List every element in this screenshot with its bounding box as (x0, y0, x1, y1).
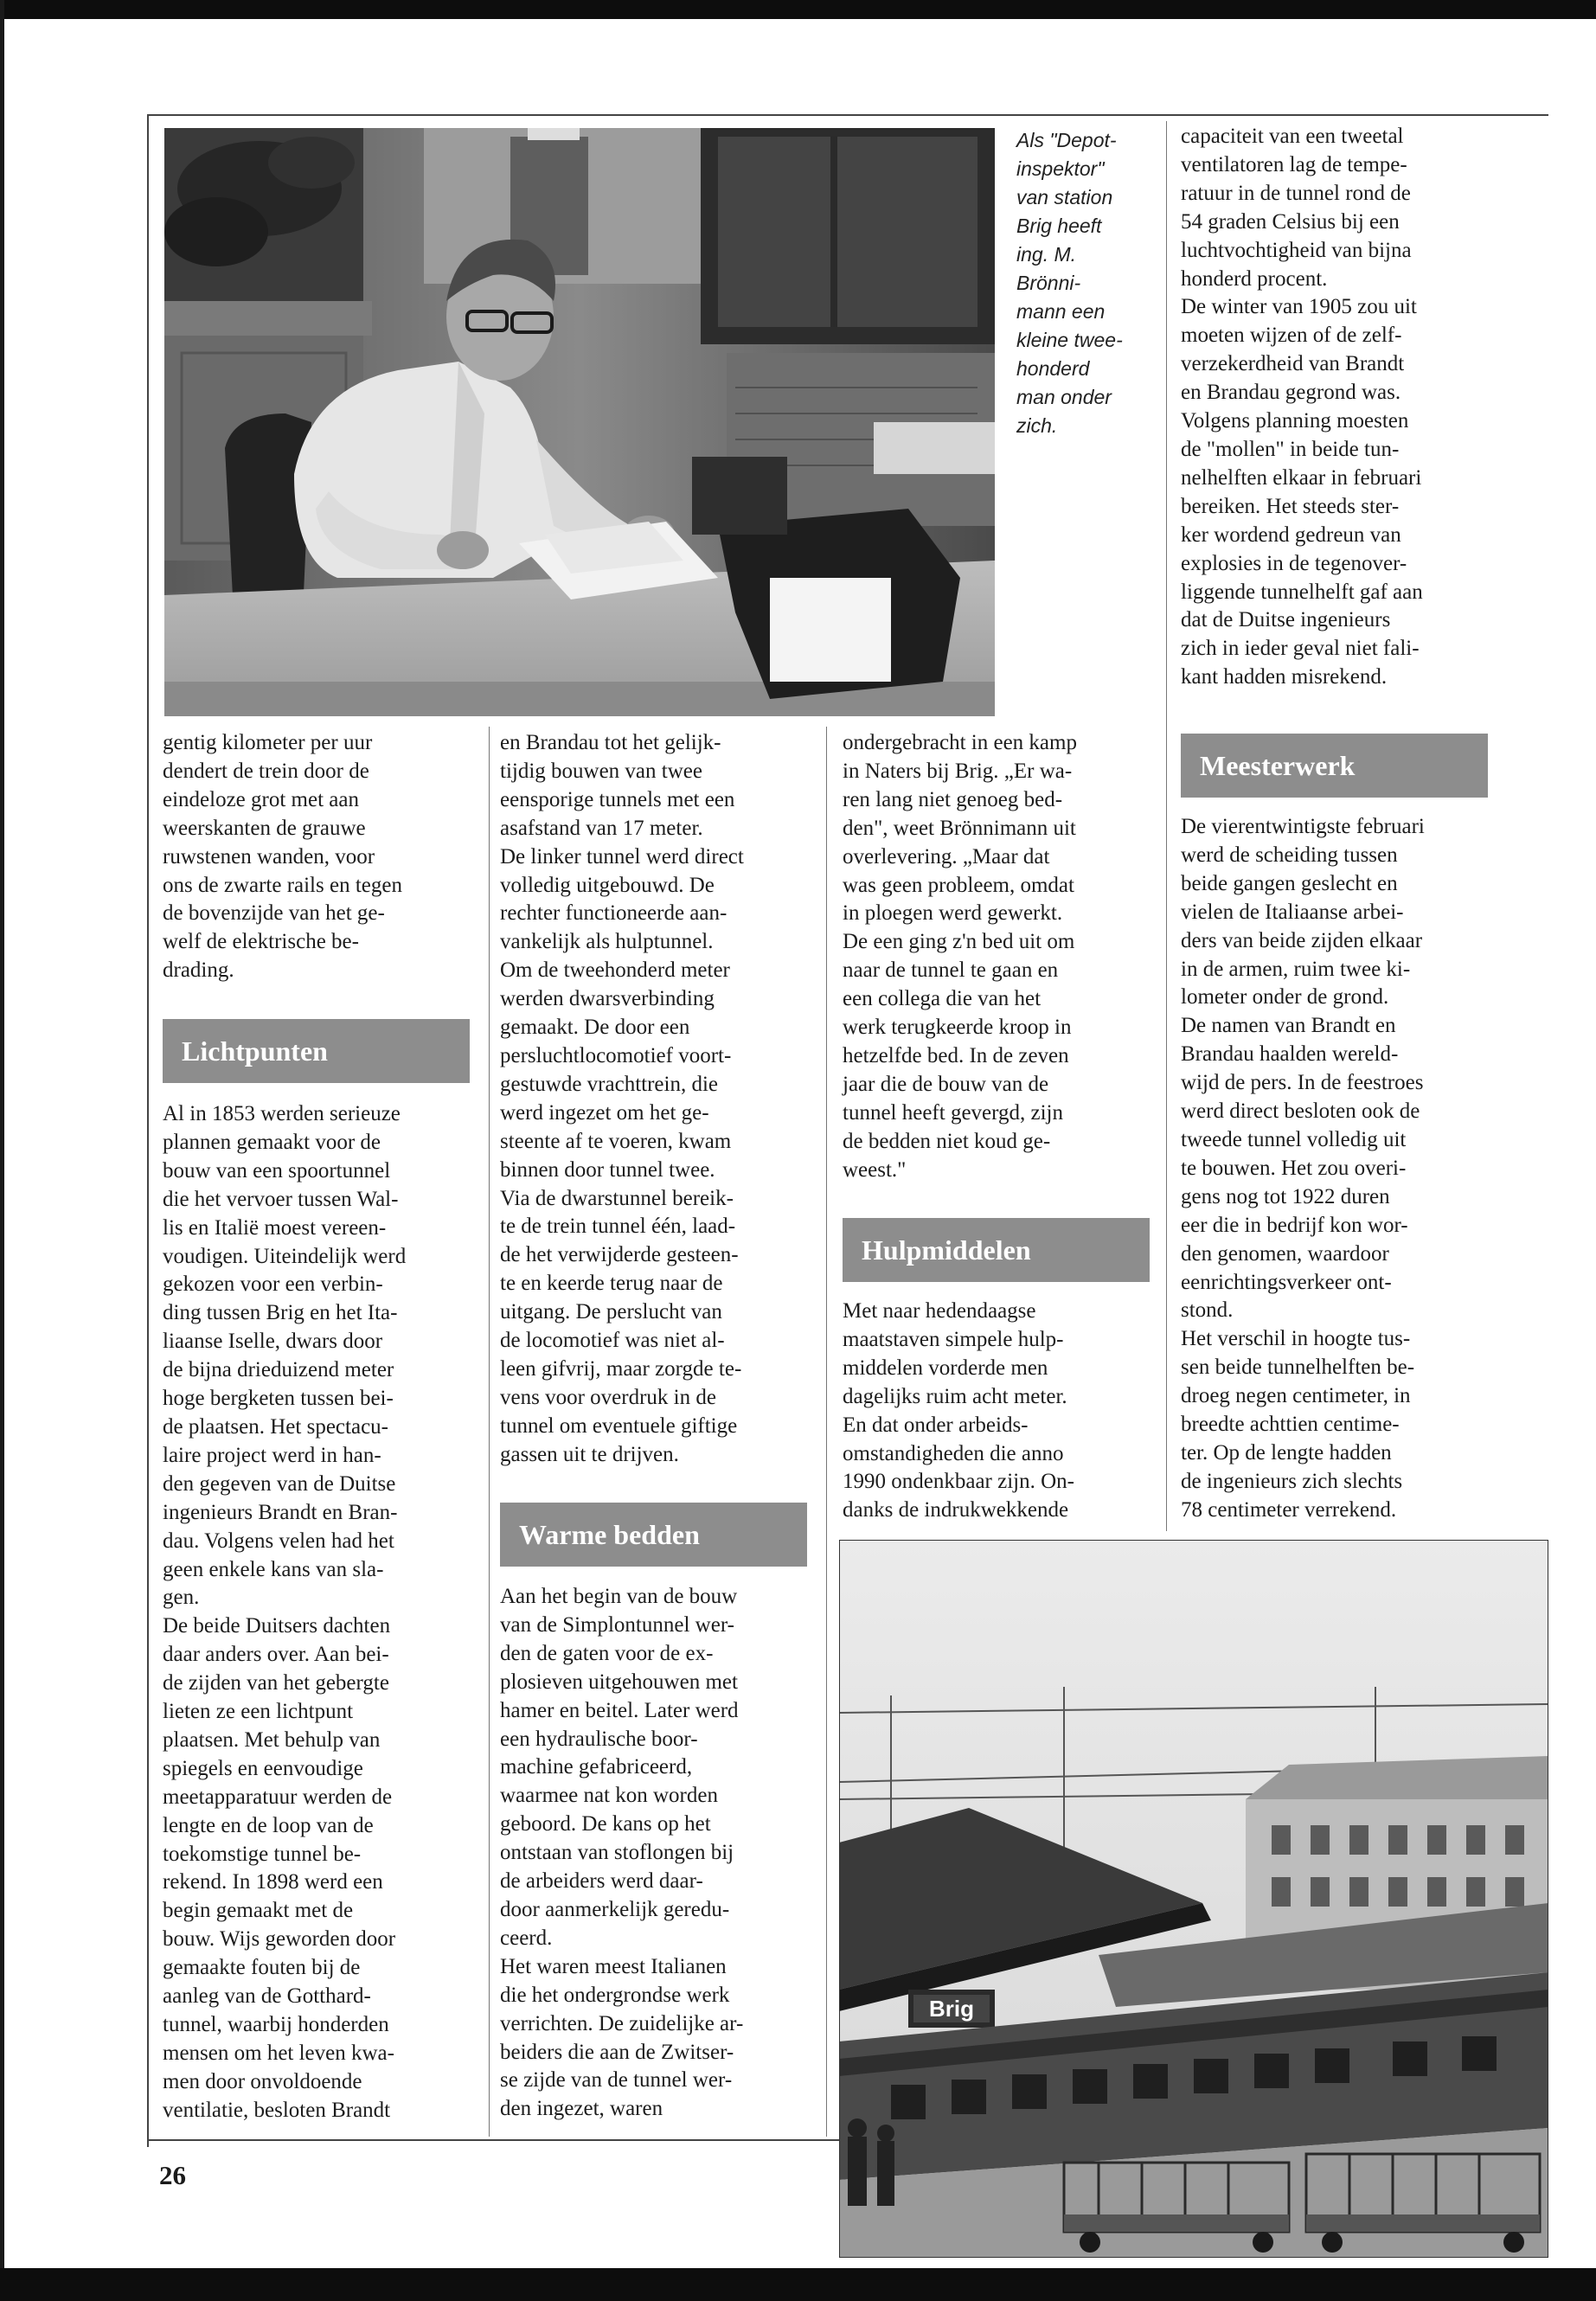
column1-body-text: Al in 1853 werden serieuze plannen gemaakt voor de bouw van een spoortunnel die het vervoer tussen Wal- lis en Italië moest vereen- voudigen. Uiteindelijk werd gekozen voor een verbin- ding tussen Brig en het Ita- liaanse Iselle, dwars door de bijna drieduizend meter hoge bergketen tussen bei- de plaatsen. Het spectacu- laire project werd in han- den gegeven van de Duitse ingenieurs Brandt en Bran- dau. Volgens velen had het geen enkele kans van sla- gen. De beide Duitsers dachten daar anders over. Aan bei- de zijden van het gebergte lieten ze een lichtpunt plaatsen. Met behulp van spiegels en eenvoudige meetapparatuur werden de lengte en de loop van de toekomstige tunnel be- rekend. In 1898 werd een begin gemaakt met de bouw. Wijs geworden door gemaakte fouten bij de aanleg van de Gotthard- tunnel, waarbij honderden mensen om het leven kwa- men door onvoldoende ventilatie, besloten Brandt (163, 1102, 407, 2122)
column-divider-2 (826, 727, 827, 2137)
photo-brig-station (839, 1540, 1548, 2258)
column3-body2-text: Met naar hedendaagse maatstaven simpele hulp- middelen vorderde men dagelijks ruim acht meter. En dat onder arbeids- omstandigheden die anno 1990 ondenkbaar zijn. On- danks de indrukwekkende (843, 1299, 1074, 1522)
station-sign-text: Brig (929, 1996, 974, 2022)
page-number: 26 (159, 2160, 186, 2190)
column3-body-text: ondergebracht in een kamp in Naters bij Brig. „Er wa- ren lang niet genoeg bed- den", weet Brönnimann uit overlevering. „Maar dat was geen probleem, omdat in ploegen werd gewerkt. De een ging z'n bed uit om naar de tunnel te gaan en een collega die van het werk terugkeerde kroop in hetzelfde bed. In de zeven jaar die de bouw van de tunnel heeft gevergd, zijn de bedden niet koud ge- weest." (843, 731, 1077, 1182)
scan-border-bottom (0, 2268, 1596, 2301)
frame-bottom-rule (147, 2139, 839, 2141)
column-divider-1 (489, 727, 490, 2137)
scan-border-left (0, 0, 4, 2301)
section-heading-meesterwerk: Meesterwerk (1181, 734, 1488, 798)
frame-top-rule (147, 114, 1548, 116)
column4-body-text: De vierentwintigste februari werd de scheiding tussen beide gangen geslecht en vielen de Italiaanse arbei- ders van beide zijden elkaar in de armen, ruim twee ki- lometer onder de grond. De namen van Brandt en Brandau haalden wereld- wijd de pers. In de feestroes werd direct besloten ook de tweede tunnel volledig uit te bouwen. Het zou overi- gens nog tot 1922 duren eer die in bedrijf kon wor- den genomen, waardoor eenrichtingsverkeer ont- stond. Het verschil in hoogte tus- sen beide tunnelhelften be- droeg negen centimeter, in breedte achttien centime- ter. Op de lengte hadden de ingenieurs zich slechts 78 centimeter verrekend. (1181, 815, 1425, 1522)
column-divider-3 (1166, 121, 1167, 1531)
column2-body2-text: Aan het begin van de bouw van de Simplontunnel wer- den de gaten voor de ex- plosieven uitgehouwen met hamer en beitel. Later werd een hydraulische boor- machine gefabriceerd, waarmee nat kon worden geboord. De kans op het ontstaan van stoflongen bij de arbeiders werd daar- door aanmerkelijk geredu- ceerd. Het waren meest Italianen die het ondergrondse werk verrichten. De zuidelijke ar- beiders die aan de Zwitser- se zijde van de tunnel wer- den ingezet, waren (500, 1585, 744, 2121)
section-heading-warme-bedden: Warme bedden (500, 1503, 807, 1567)
section-heading-lichtpunten: Lichtpunten (163, 1019, 470, 1083)
column2-body-text: en Brandau tot het gelijk- tijdig bouwen van twee eensporige tunnels met een asafstand van 17 meter. De linker tunnel werd direct volledig uitgebouwd. De rechter functioneerde aan- vankelijk als hulptunnel. Om de tweehonderd meter werden dwarsverbinding gemaakt. De door een persluchtlocomotief voort- gestuwde vrachttrein, die werd ingezet om het ge- steente af te voeren, kwam binnen door tunnel twee. Via de dwarstunnel bereik- te de trein tunnel één, laad- de het verwijderde gesteen- te en keerde terug naar de uitgang. De perslucht van de locomotief was niet al- leen gifvrij, maar zorgde te- vens voor overdruk in de tunnel om eventuele giftige gassen uit te drijven. (500, 731, 744, 1466)
scan-border-top (0, 0, 1596, 19)
photo-caption: Als "Depot- inspektor" van station Brig heeft ing. M. Brönni- mann een kleine twee- honderd man onder zich. (1016, 129, 1123, 437)
column-right-top-text: capaciteit van een tweetal ventilatoren lag de tempe- ratuur in de tunnel rond de 54 graden Celsius bij een luchtvochtigheid van bijna honderd procent. De winter van 1905 zou uit moeten wijzen of de zelf- verzekerdheid van Brandt en Brandau gegrond was. Volgens planning moesten de "mollen" in beide tun- nelhelften elkaar in februari bereiken. Het steeds ster- ker wordend gedreun van explosies in de tegenover- liggende tunnelhelft gaf aan dat de Duitse ingenieurs zich in ieder geval niet fali- kant hadden misrekend. (1181, 125, 1423, 689)
photo-man-at-desk (164, 128, 995, 716)
frame-left-rule (147, 114, 149, 2147)
column1-intro-text: gentig kilometer per uur dendert de trein door de eindeloze grot met aan weerskanten de grauwe ruwstenen wanden, voor ons de zwarte rails en tegen de bovenzijde van het ge- welf de elektrische be- drading. (163, 731, 402, 983)
section-heading-hulpmiddelen: Hulpmiddelen (843, 1218, 1150, 1282)
